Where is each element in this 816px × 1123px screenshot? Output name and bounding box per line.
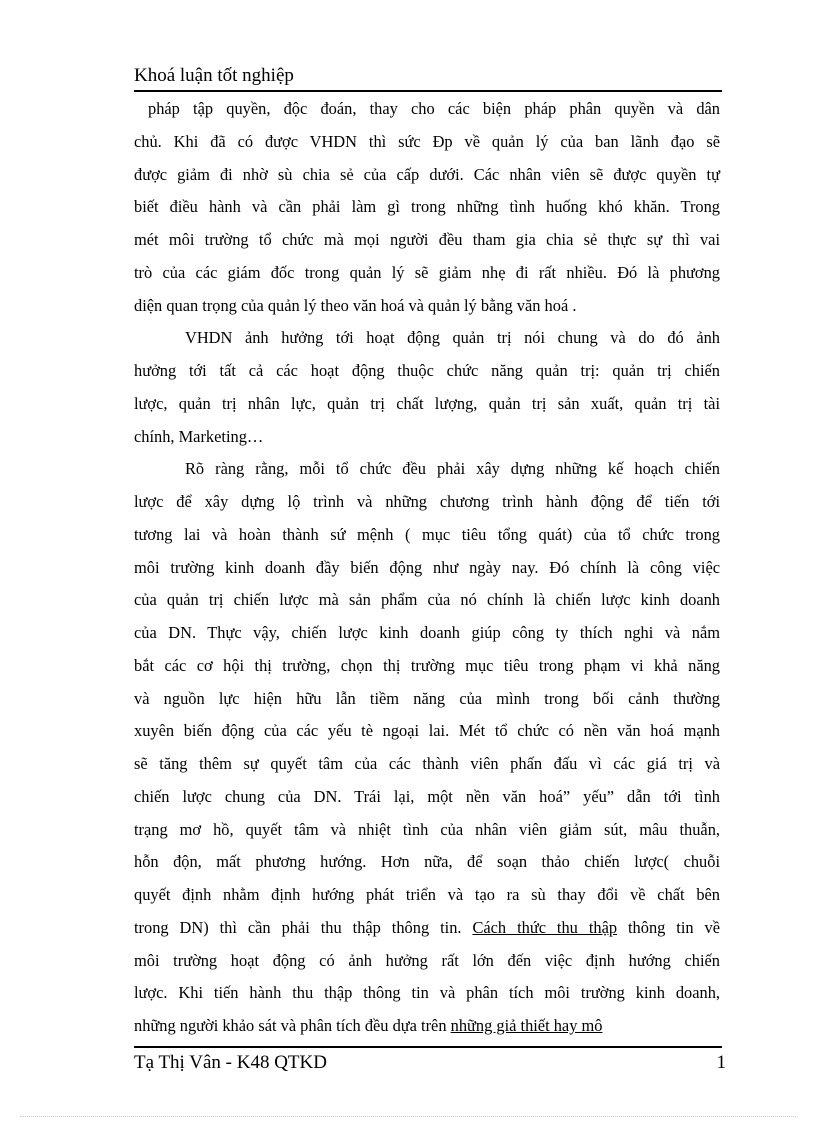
paragraph-line: và nguồn lực hiện hữu lẫn tiềm năng của mình trong bối cảnh thường [134, 688, 720, 708]
paragraph-line: lược để xây dựng lộ trình và những chương trình hành động để tiến tới [134, 492, 720, 511]
underlined-phrase: Cách thức thu thập [472, 917, 618, 937]
paragraph-line-with-underline [134, 912, 720, 945]
paragraph-line: trạng mơ hồ, quyết tâm và nhiệt tình của nhân viên giảm sút, mâu thuẫn, [134, 819, 720, 839]
paragraph-line: xuyên biến động của các yếu tè ngoại lai. Mét tổ chức có nền văn hoá mạnh [134, 721, 720, 741]
paragraph-line: trò của các giám đốc trong quản lý sẽ giảm nhẹ đi rất nhiều. Đó là phương [134, 262, 720, 282]
page-number: 1 [716, 1052, 726, 1073]
paragraph-line: của DN. Thực vậy, chiến lược kinh doanh giúp công ty thích nghi và nắm [134, 623, 720, 642]
paragraph-line: sẽ tăng thêm sự quyết tâm của các thành viên phấn đấu vì các giá trị và [134, 754, 720, 773]
paragraph-line: được giảm đi nhờ sù chia sẻ của cấp dưới. Các nhân viên sẽ được quyền tự [134, 164, 720, 184]
paragraph-line-with-underline [134, 1010, 720, 1043]
paragraph-line: bắt các cơ hội thị trường, chọn thị trường mục tiêu trong phạm vi khả năng [134, 655, 720, 675]
paragraph-line: Rõ ràng rằng, mỗi tổ chức đều phải xây dựng những kế hoạch chiến [185, 459, 720, 479]
paragraph-line: môi trường kinh doanh đầy biến động như ngày nay. Đó chính là công việc [134, 557, 720, 577]
page-boundary [20, 1116, 796, 1117]
paragraph-line: hỗn độn, mất phương hướng. Hơn nữa, để soạn thảo chiến lược( chuỗi [134, 852, 720, 872]
paragraph-line: chiến lược chung của DN. Trái lại, một nền văn hoá” yếu” dẫn tới tình [134, 786, 720, 806]
text-segment: thông tin về [617, 917, 721, 937]
paragraph-line: lược, quản trị nhân lực, quản trị chất lượng, quản trị sản xuất, quản trị tài [134, 393, 720, 413]
paragraph-line: chính, Marketing… [134, 426, 264, 446]
paragraph-line: tương lai và hoàn thành sứ mệnh ( mục tiêu tổng quát) của tổ chức trong [134, 524, 720, 544]
paragraph-line: diện quan trọng của quản lý theo văn hoá và quản lý bằng văn hoá . [134, 295, 577, 315]
footer-rule [134, 1046, 722, 1048]
underlined-phrase: những giả thiết hay mô [450, 1016, 603, 1035]
body-text [134, 93, 720, 1043]
paragraph-line: biết điều hành và cần phải làm gì trong những tình huống khó khăn. Trong [134, 197, 720, 217]
paragraph-line: mét môi trường tổ chức mà mọi người đều tham gia chia sẻ thực sự thì vai [134, 230, 720, 249]
paragraph-line: VHDN ảnh hưởng tới hoạt động quản trị nói chung và do đó ảnh [185, 328, 720, 348]
footer-author: Tạ Thị Vân - K48 QTKD [134, 1052, 327, 1073]
paragraph-line: chủ. Khi đã có được VHDN thì sức Đp về quản lý của ban lãnh đạo sẽ [134, 131, 720, 151]
paragraph-line: quyết định nhằm định hướng phát triển và tạo ra sù thay đổi về chất bên [134, 885, 720, 904]
paragraph-line: hưởng tới tất cả các hoạt động thuộc chức năng quản trị: quản trị chiến [134, 361, 720, 380]
text-segment: trong DN) thì cần phải thu thập thông tin. [134, 917, 473, 937]
text-segment: những người khảo sát và phân tích đều dựa trên [134, 1016, 451, 1035]
paragraph-line: của quản trị chiến lược mà sản phẩm của nó chính là chiến lược kinh doanh [134, 590, 720, 610]
paragraph-line: pháp tập quyền, độc đoán, thay cho các biện pháp phân quyền và dân [148, 99, 720, 118]
header-rule [134, 90, 722, 92]
header-title: Khoá luận tốt nghiệp [134, 65, 294, 86]
paragraph-line: lược. Khi tiến hành thu thập thông tin và phân tích môi trường kinh doanh, [134, 983, 720, 1003]
paragraph-line: môi trường hoạt động có ảnh hưởng rất lớn đến việc định hướng chiến [134, 950, 720, 970]
